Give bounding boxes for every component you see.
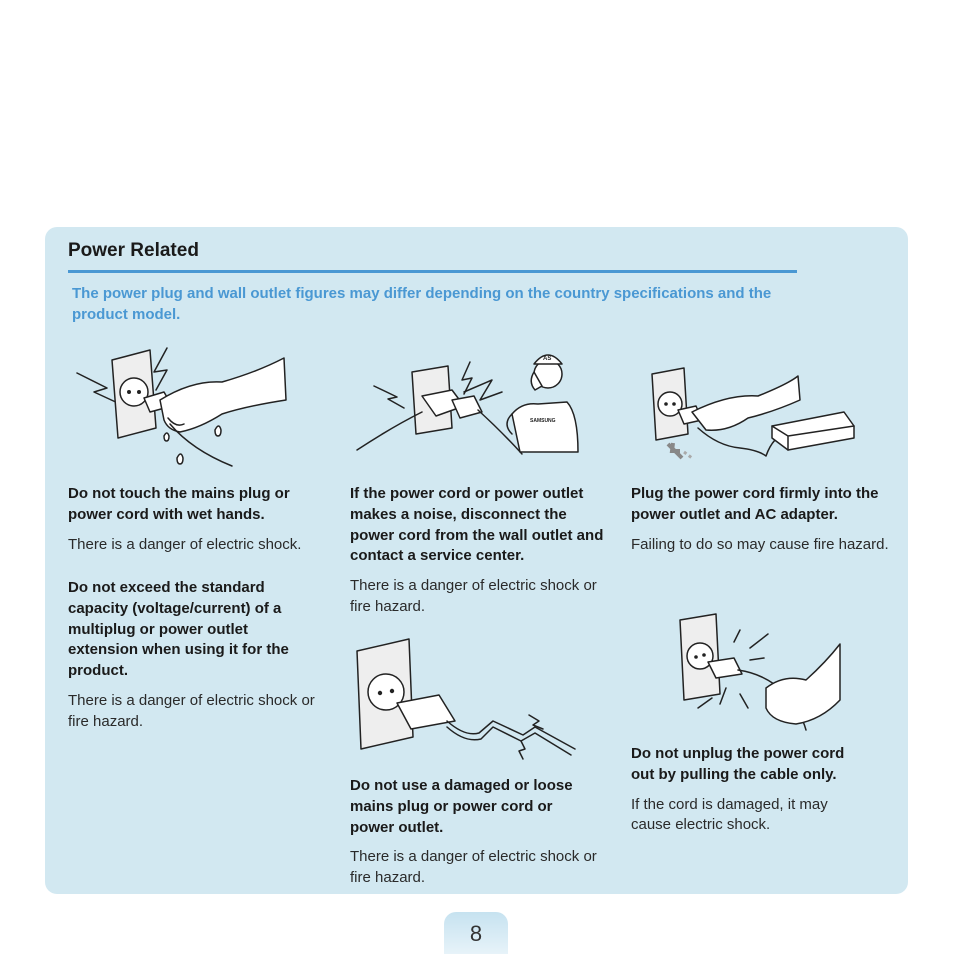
item-detail: If the cord is damaged, it may cause electric shock. [631, 795, 828, 834]
technician-shirt-text: SAMSUNG [530, 418, 556, 424]
wet-hand-plug-illustration [72, 340, 292, 470]
item-heading: Do not unplug the power cord out by pulling the cable only. [631, 745, 845, 783]
item-heading: Do not use a damaged or loose mains plug or power cord or power outlet. [350, 777, 573, 836]
item-noise-disconnect [350, 484, 608, 618]
pulling-cable-illustration [676, 612, 846, 737]
section-title: Power Related [68, 240, 199, 261]
item-unplug-cable [631, 744, 871, 836]
item-wet-hands [68, 484, 326, 555]
damaged-plug-illustration [355, 637, 580, 762]
item-heading: Do not touch the mains plug or power cord with wet hands. [68, 485, 290, 523]
title-divider [68, 270, 797, 273]
item-detail: Failing to do so may cause fire hazard. [631, 535, 889, 553]
page-number: 8 [444, 912, 508, 954]
item-heading: Do not exceed the standard capacity (voltage/current) of a multiplug or power outlet extension when using it for the product. [68, 579, 289, 680]
region-note: The power plug and wall outlet figures may differ depending on the country specifications and the product model. [72, 285, 772, 323]
item-detail: There is a danger of electric shock or fire hazard. [350, 848, 597, 887]
item-detail: There is a danger of electric shock or fire hazard. [350, 577, 597, 615]
item-damaged-plug [350, 776, 600, 889]
technician-cap-text: AS [543, 356, 552, 362]
item-plug-firmly [631, 484, 889, 555]
item-multiplug-capacity [68, 578, 318, 733]
item-heading: Plug the power cord firmly into the power outlet and AC adapter. [631, 485, 879, 523]
item-heading: If the power cord or power outlet makes a noise, disconnect the power cord from the wall outlet and contact a service center. [350, 485, 604, 565]
plug-firmly-illustration [648, 366, 858, 466]
noisy-outlet-technician-illustration [352, 342, 582, 457]
item-detail: There is a danger of electric shock or fire hazard. [68, 691, 315, 730]
item-detail: There is a danger of electric shock. [68, 535, 302, 553]
